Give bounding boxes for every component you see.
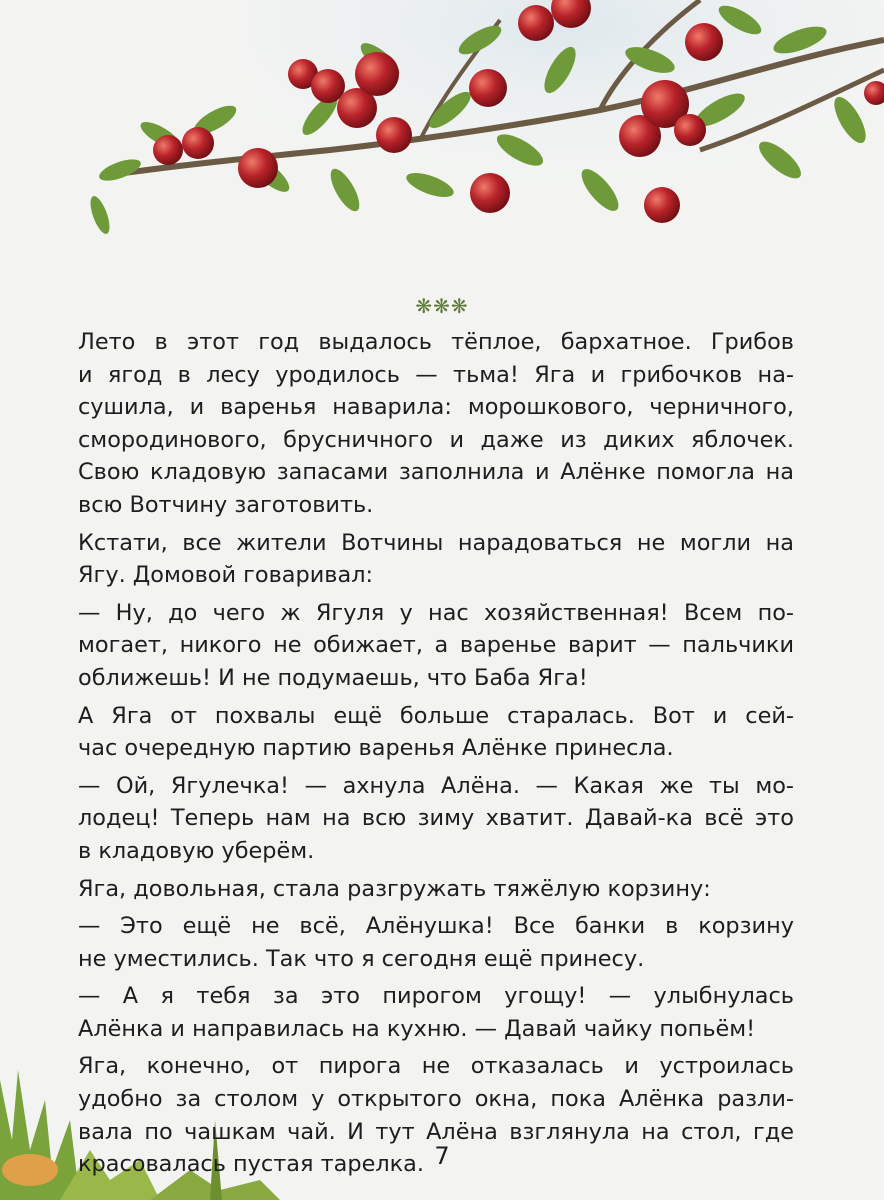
text-line: Кстати, все жители Вотчины нарадоваться не могли на xyxy=(78,529,794,556)
text-line: Лето в этот год выдалось тёплое, бархатное. Грибов xyxy=(78,329,794,355)
paragraph xyxy=(78,980,794,1045)
paragraph xyxy=(78,527,794,592)
text-line: красовалась пустая тарелка. xyxy=(78,1151,425,1178)
paragraph xyxy=(78,910,794,975)
paragraph xyxy=(78,597,794,695)
text-line: оближешь! И не подумаешь, что Баба Яга! xyxy=(78,664,588,691)
text-line: Алёнка и направилась на кухню. — Давай чайку попьём! xyxy=(78,1015,756,1042)
text-line: в кладовую уберём. xyxy=(78,837,315,864)
text-line: А Яга от похвалы ещё больше старалась. Вот и сей- xyxy=(78,702,794,729)
paragraph xyxy=(78,770,794,868)
text-line: Свою кладовую запасами заполнила и Алёнке помогла на xyxy=(78,459,794,486)
text-line: всю Вотчину заготовить. xyxy=(78,491,374,518)
text-line: — Это ещё не всё, Алёнушка! Все банки в корзину xyxy=(78,913,794,940)
text-line: не уместились. Так что я сегодня ещё принесу. xyxy=(78,945,645,972)
page-number: 7 xyxy=(434,1142,450,1170)
text-line: удобно за столом у открытого окна, пока Алёнка разли- xyxy=(78,1086,794,1113)
ornament-divider: ❋❋❋ xyxy=(415,294,469,318)
text-line: час очередную партию варенья Алёнке принесла. xyxy=(78,735,674,762)
text-line: Яга, конечно, от пирога не отказалась и устроилась xyxy=(78,1053,794,1080)
text-line: Ягу. Домовой говаривал: xyxy=(78,562,374,589)
paragraph xyxy=(78,700,794,765)
text-line: сушила, и варенья наварила: морошкового, черничного, xyxy=(78,394,794,421)
text-line: вала по чашкам чай. И тут Алёна взглянула на стол, где xyxy=(78,1118,794,1145)
text-line: — Ой, Ягулечка! — ахнула Алёна. — Какая же ты мо- xyxy=(78,772,794,799)
text-line: — А я тебя за это пирогом угощу! — улыбнулась xyxy=(78,983,794,1010)
text-line: могает, никого не обижает, а варенье варит — пальчики xyxy=(78,632,794,659)
text-line: смородинового, брусничного и даже из диких яблочек. xyxy=(78,426,794,453)
text-line: и ягод в лесу уродилось — тьма! Яга и грибочков на- xyxy=(78,361,794,388)
paragraph xyxy=(78,873,794,906)
story-text xyxy=(78,326,794,1186)
paragraph xyxy=(78,326,794,522)
text-line: — Ну, до чего ж Ягуля у нас хозяйственная! Всем по- xyxy=(78,599,794,626)
text-line: Яга, довольная, стала разгружать тяжёлую корзину: xyxy=(78,875,711,902)
text-line: лодец! Теперь нам на всю зиму хватит. Давай-ка всё это xyxy=(78,805,794,832)
